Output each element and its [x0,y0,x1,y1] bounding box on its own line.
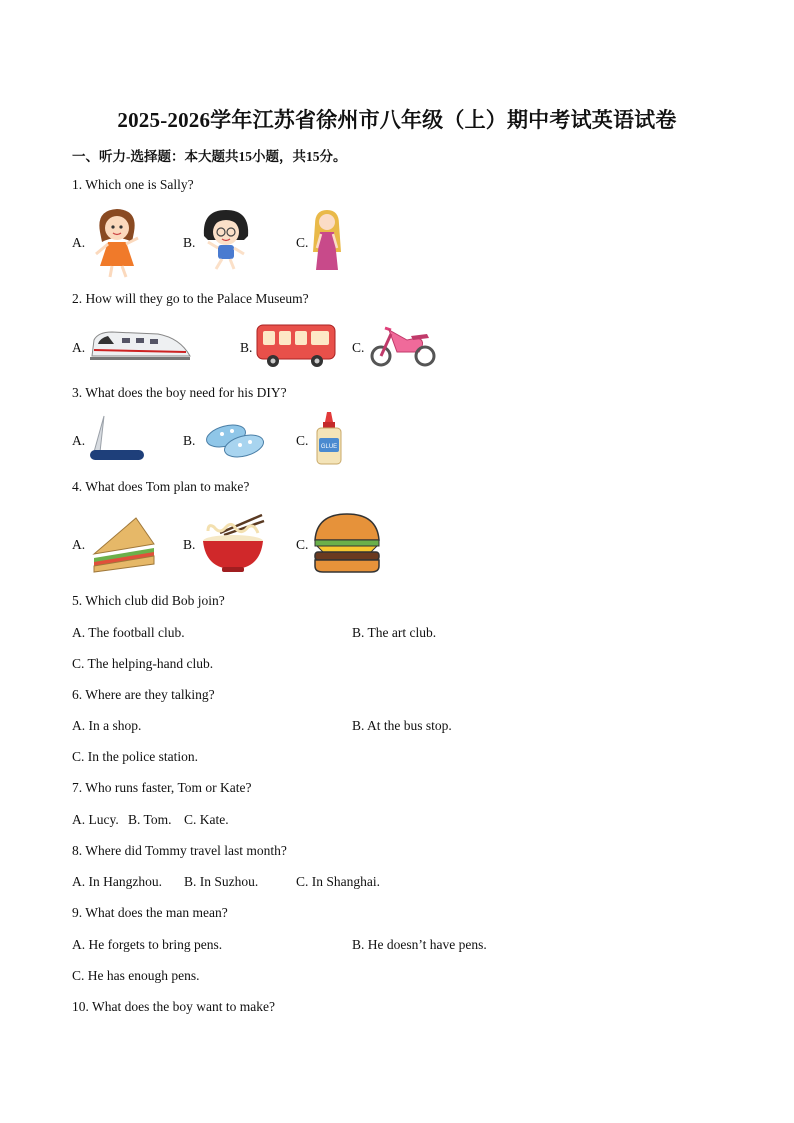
q4-option-a-label: A. [72,537,86,552]
question-3: 3. What does the boy need for his DIY? [72,385,287,400]
q5-option-a: A. The football club. [72,625,185,640]
q3-option-c-label: C. [296,433,309,448]
section-heading: 一、听力-选择题：本大题共15小题，共15分。 [72,149,347,164]
high-speed-train-icon [88,326,192,369]
hamburger-icon [313,512,381,579]
question-7: 7. Who runs faster, Tom or Kate? [72,780,252,795]
q6-option-a: A. In a shop. [72,718,142,733]
noodles-bowl-icon [200,513,266,580]
q6-option-c: C. In the police station. [72,749,198,764]
q9-option-a: A. He forgets to bring pens. [72,937,223,952]
q1-option-a-label: A. [72,235,86,250]
question-9: 9. What does the man mean? [72,905,228,920]
q4-option-b-label: B. [183,537,196,552]
q2-option-a-label: A. [72,340,86,355]
q7-option-a: A. Lucy. [72,812,119,827]
question-4: 4. What does Tom plan to make? [72,479,250,494]
q7-option-b: B. Tom. [128,812,172,827]
question-6: 6. Where are they talking? [72,687,215,702]
q3-option-b-label: B. [183,433,196,448]
q9-option-b: B. He doesn’t have pens. [352,937,487,952]
q5-option-b: B. The art club. [352,625,437,640]
question-10: 10. What does the boy want to make? [72,999,275,1014]
q2-option-c-label: C. [352,340,365,355]
question-2: 2. How will they go to the Palace Museum? [72,291,309,306]
q1-option-c-label: C. [296,235,309,250]
svg-text:GLUE: GLUE [320,444,338,450]
girl-in-orange-dress-icon [86,204,148,285]
q1-option-b-label: B. [183,235,196,250]
q4-option-c-label: C. [296,537,309,552]
q8-option-b: B. In Suzhou. [184,874,259,889]
q8-option-c: C. In Shanghai. [296,874,380,889]
q3-option-a-label: A. [72,433,86,448]
page-title: 2025-2026学年江苏省徐州市八年级（上）期中考试英语试卷 [117,108,677,132]
glue-bottle-icon [313,410,345,471]
q7-option-c: C. Kate. [184,812,229,827]
slippers-icon [202,418,270,465]
sandwich-icon [90,514,158,579]
girl-with-long-hair-icon [309,208,345,279]
question-8: 8. Where did Tommy travel last month? [72,843,287,858]
knife-icon [88,414,146,469]
q6-option-b: B. At the bus stop. [352,718,452,733]
q2-option-b-label: B. [240,340,253,355]
scooter-icon [367,322,439,373]
q9-option-c: C. He has enough pens. [72,968,200,983]
girl-with-glasses-icon [198,206,254,277]
q8-option-a: A. In Hangzhou. [72,874,162,889]
bus-icon [255,321,337,374]
question-1: 1. Which one is Sally? [72,177,194,192]
q5-option-c: C. The helping-hand club. [72,656,214,671]
question-5: 5. Which club did Bob join? [72,593,225,608]
